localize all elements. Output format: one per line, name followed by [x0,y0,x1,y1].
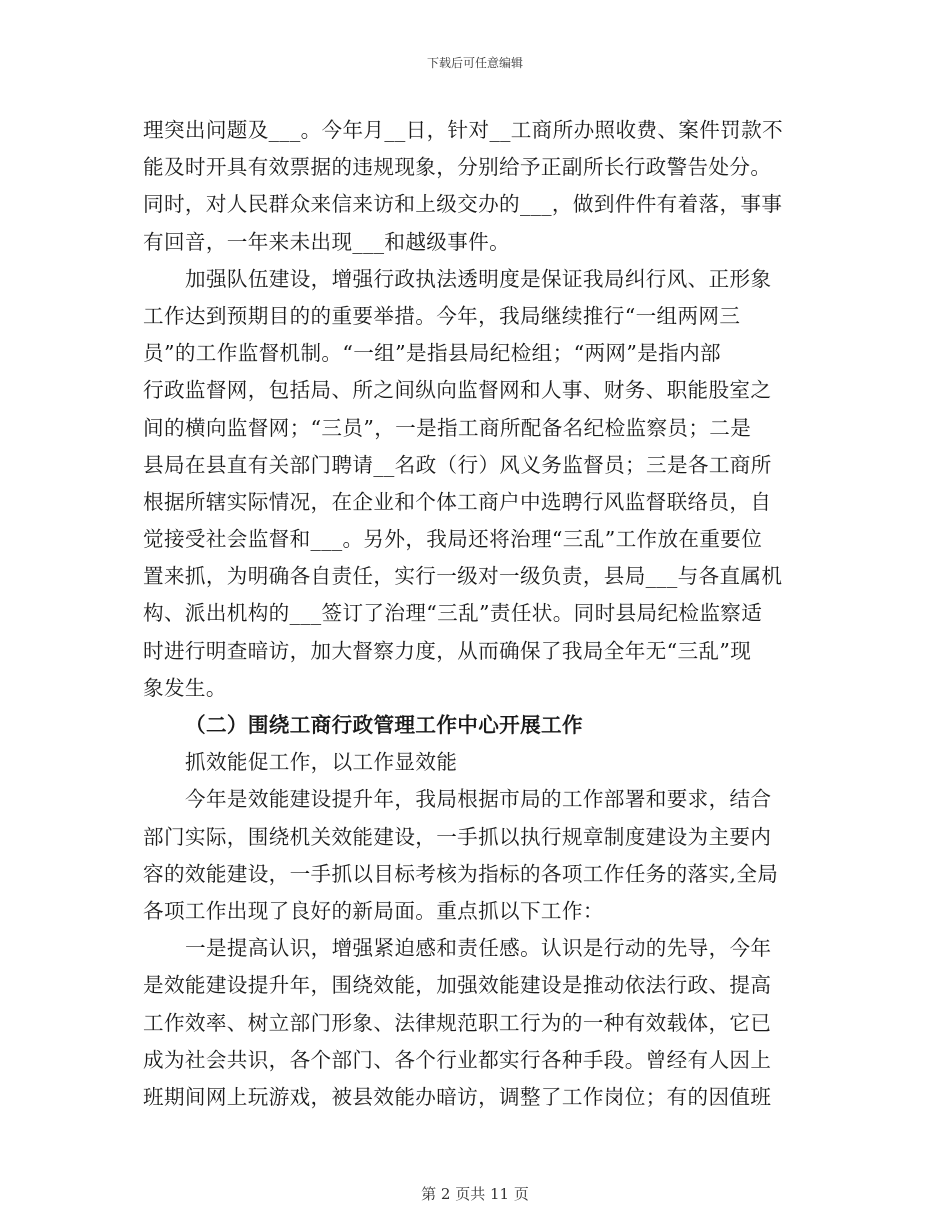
text-line: 加强队伍建设，增强行政执法透明度是保证我局纠行风、正形象 [185,266,772,291]
text-line: 置来抓，为明确各自责任，实行一级对一级负责，县局___与各直属机 [143,564,783,589]
text-line: 工作达到预期目的的重要举措。今年，我局继续推行“一组两网三 [143,303,741,328]
text-line: 构、派出机构的___签订了治理“三乱”责任状。同时县局纪检监察适 [143,601,763,626]
text-line: 班期间网上玩游戏，被县效能办暗访，调整了工作岗位；有的因值班 [143,1084,772,1109]
page-header: 下载后可任意编辑 [426,56,523,70]
text-line: 能及时开具有效票据的违规现象，分别给予正副所长行政警告处分。 [143,155,772,180]
text-line: 间的横向监督网；“三员”，一是指工商所配备名纪检监察员；二是 [143,415,752,440]
text-line: 抓效能促工作，以工作显效能 [185,750,458,775]
text-line: 县局在县直有关部门聘请__名政（行）风义务监督员；三是各工商所 [143,452,772,477]
text-line: 根据所辖实际情况，在企业和个体工商户中选聘行风监督联络员，自 [143,489,772,514]
section-heading: （二）围绕工商行政管理工作中心开展工作 [185,713,583,737]
page-footer: 第 2 页共 11 页 [421,1185,529,1203]
text-line: 工作效率、树立部门形象、法律规范职工行为的一种有效载体，它已 [143,1010,772,1035]
text-line: 今年是效能建设提升年，我局根据市局的工作部署和要求，结合 [185,787,772,812]
text-line: 理突出问题及___。今年月__日，针对__工商所办照收费、案件罚款不 [143,118,784,142]
text-line: 行政监督网，包括局、所之间纵向监督网和人事、财务、职能股室之 [143,378,772,403]
document-body [143,112,807,1116]
text-line: 是效能建设提升年，围绕效能，加强效能建设是推动依法行政、提高 [143,973,772,998]
text-line: 员”的工作监督机制。“一组”是指县局纪检组；“两网”是指内部 [143,341,721,366]
text-line: 觉接受社会监督和___。另外，我局还将治理“三乱”工作放在重要位 [143,527,763,552]
text-line: 时进行明查暗访，加大督察力度，从而确保了我局全年无“三乱”现 [143,638,752,663]
text-line: 有回音，一年来未出现___和越级事件。 [143,229,511,254]
text-line: 成为社会共识，各个部门、各个行业都实行各种手段。曾经有人因上 [143,1047,772,1072]
text-line: 象发生。 [143,675,227,700]
text-line: 各项工作出现了良好的新局面。重点抓以下工作： [143,898,604,923]
text-line: 容的效能建设，一手抓以目标考核为指标的各项工作任务的落实,全局 [143,861,779,886]
text-line: 部门实际，围绕机关效能建设，一手抓以执行规章制度建设为主要内 [143,824,772,849]
text-line: 一是提高认识，增强紧迫感和责任感。认识是行动的先导，今年 [185,936,772,961]
text-line: 同时，对人民群众来信来访和上级交办的___，做到件件有着落，事事 [143,192,783,217]
